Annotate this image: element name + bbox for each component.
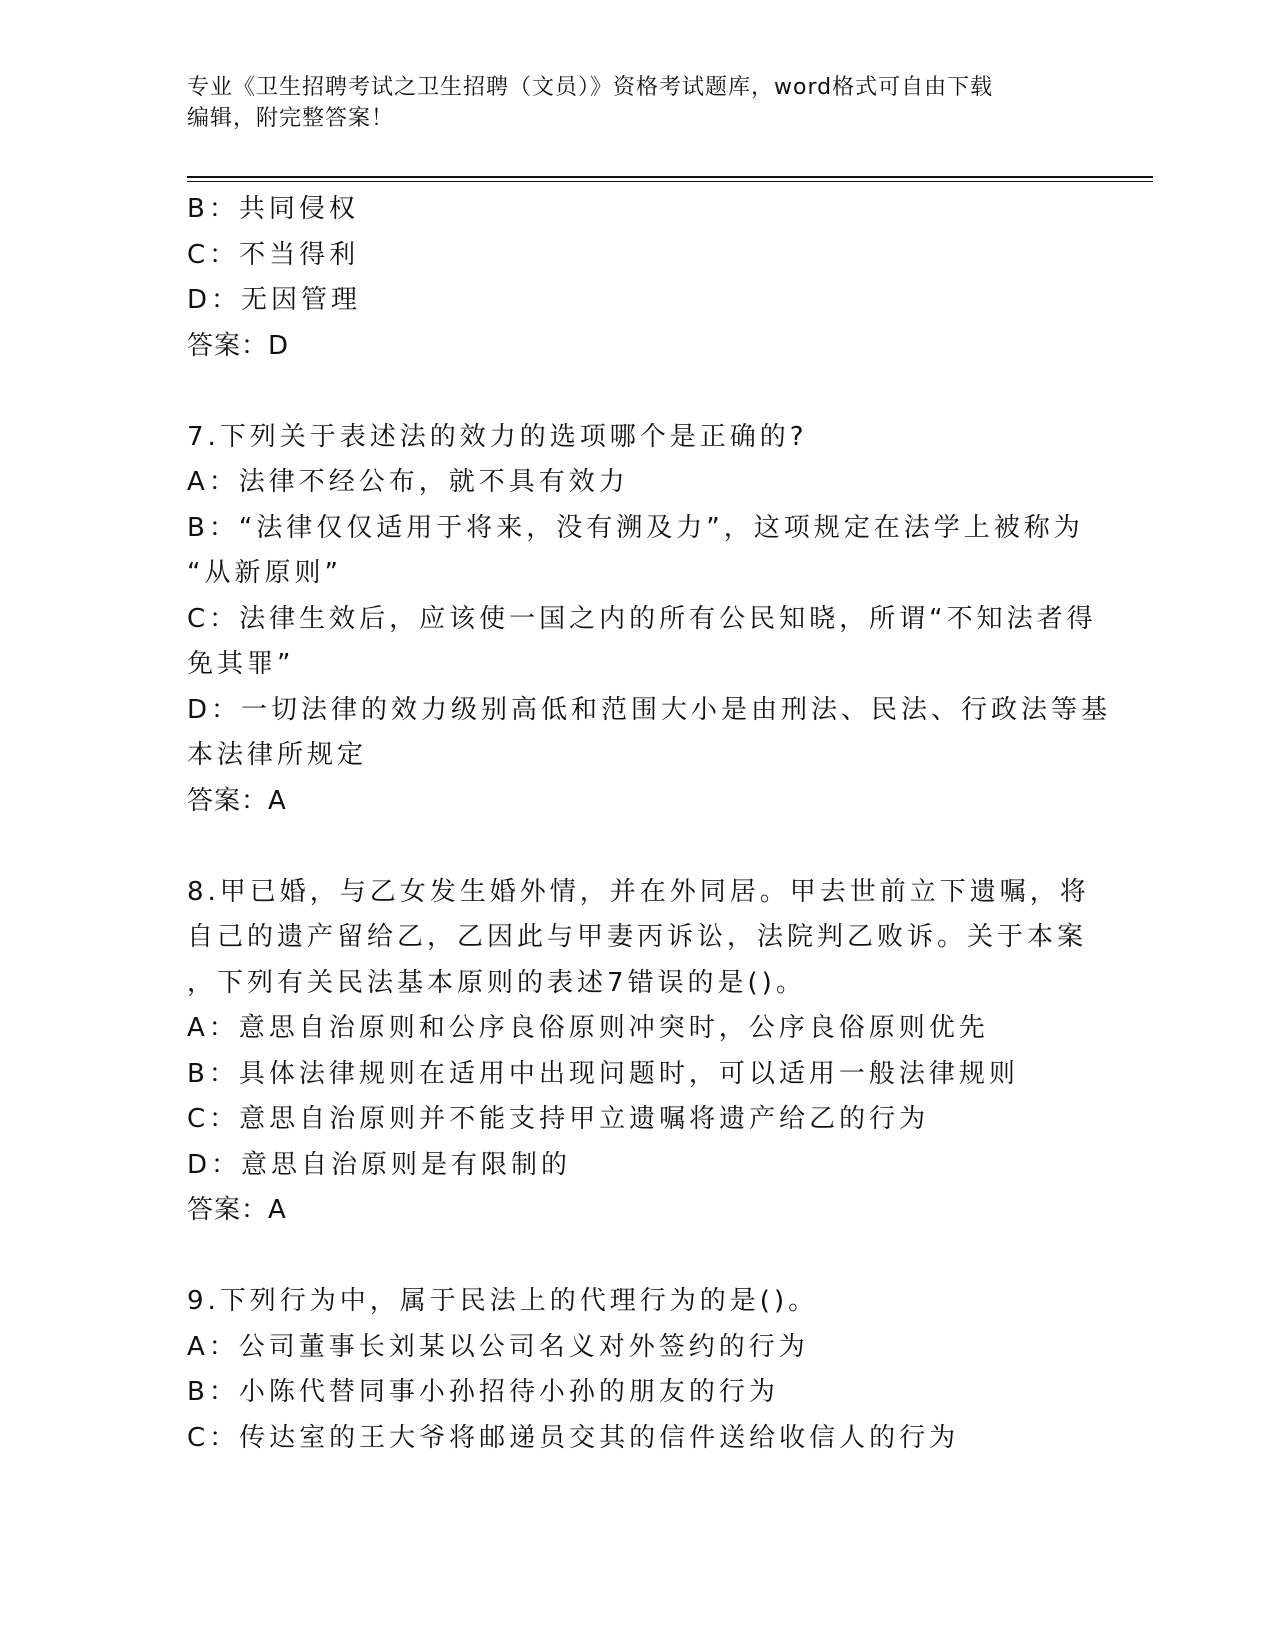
answer: 答案：D	[187, 330, 290, 361]
option-b: B：具体法律规则在适用中出现问题时，可以适用一般法律规则	[187, 1058, 1019, 1089]
option-c: C：不当得利	[187, 239, 360, 270]
question-text: 9.下列行为中，属于民法上的代理行为的是()。	[187, 1286, 819, 1316]
option-a: A：意思自治原则和公序良俗原则冲突时，公序良俗原则优先	[187, 1013, 989, 1043]
option-b-continued: “从新原则”	[187, 558, 342, 588]
option-b: B：共同侵权	[187, 194, 359, 224]
question-text: 8.甲已婚，与乙女发生婚外情，并在外同居。甲去世前立下遗嘱，将	[187, 876, 1090, 907]
option-d: D：意思自治原则是有限制的	[187, 1149, 572, 1180]
option-a: A：公司董事长刘某以公司名义对外签约的行为	[187, 1331, 809, 1362]
question-9	[187, 1279, 1087, 1461]
document-header	[187, 72, 1067, 134]
answer: 答案：A	[187, 785, 287, 816]
option-d: D：无因管理	[187, 285, 362, 315]
option-a: A：法律不经公布，就不具有效力	[187, 467, 629, 497]
header-divider-thick	[187, 176, 1153, 178]
spacer	[187, 369, 1087, 415]
spacer	[187, 1234, 1087, 1280]
header-line-2: 编辑，附完整答案！	[187, 106, 395, 131]
question-text: 7.下列关于表述法的效力的选项哪个是正确的?	[187, 421, 808, 452]
option-b: B：“法律仅仅适用于将来，没有溯及力”，这项规定在法学上被称为	[187, 512, 1084, 543]
question-7	[187, 415, 1112, 825]
option-c: C：法律生效后，应该使一国之内的所有公民知晓，所谓“不知法者得	[187, 603, 1097, 634]
question-6-tail	[187, 187, 1087, 369]
option-d: D：一切法律的效力级别高低和范围大小是由刑法、民法、行政法等基	[187, 694, 1112, 725]
option-d-continued: 本法律所规定	[187, 740, 368, 770]
question-8	[187, 870, 1090, 1234]
question-text-continued: ，下列有关民法基本原则的表述7错误的是()。	[187, 967, 806, 998]
answer: 答案：A	[187, 1195, 287, 1225]
header-line-1: 专业《卫生招聘考试之卫生招聘（文员）》资格考试题库，word格式可自由下载	[187, 75, 994, 100]
option-c-continued: 免其罪”	[187, 649, 295, 679]
option-b: B：小陈代替同事小孙招待小孙的朋友的行为	[187, 1377, 779, 1407]
header-divider-thin	[187, 181, 1153, 182]
option-c: C：意思自治原则并不能支持甲立遗嘱将遗产给乙的行为	[187, 1104, 930, 1134]
spacer	[187, 824, 1087, 870]
question-list	[187, 187, 1112, 1461]
question-text-continued: 自己的遗产留给乙，乙因此与甲妻丙诉讼，法院判乙败诉。关于本案	[187, 922, 1088, 952]
option-c: C：传达室的王大爷将邮递员交其的信件送给收信人的行为	[187, 1422, 960, 1453]
